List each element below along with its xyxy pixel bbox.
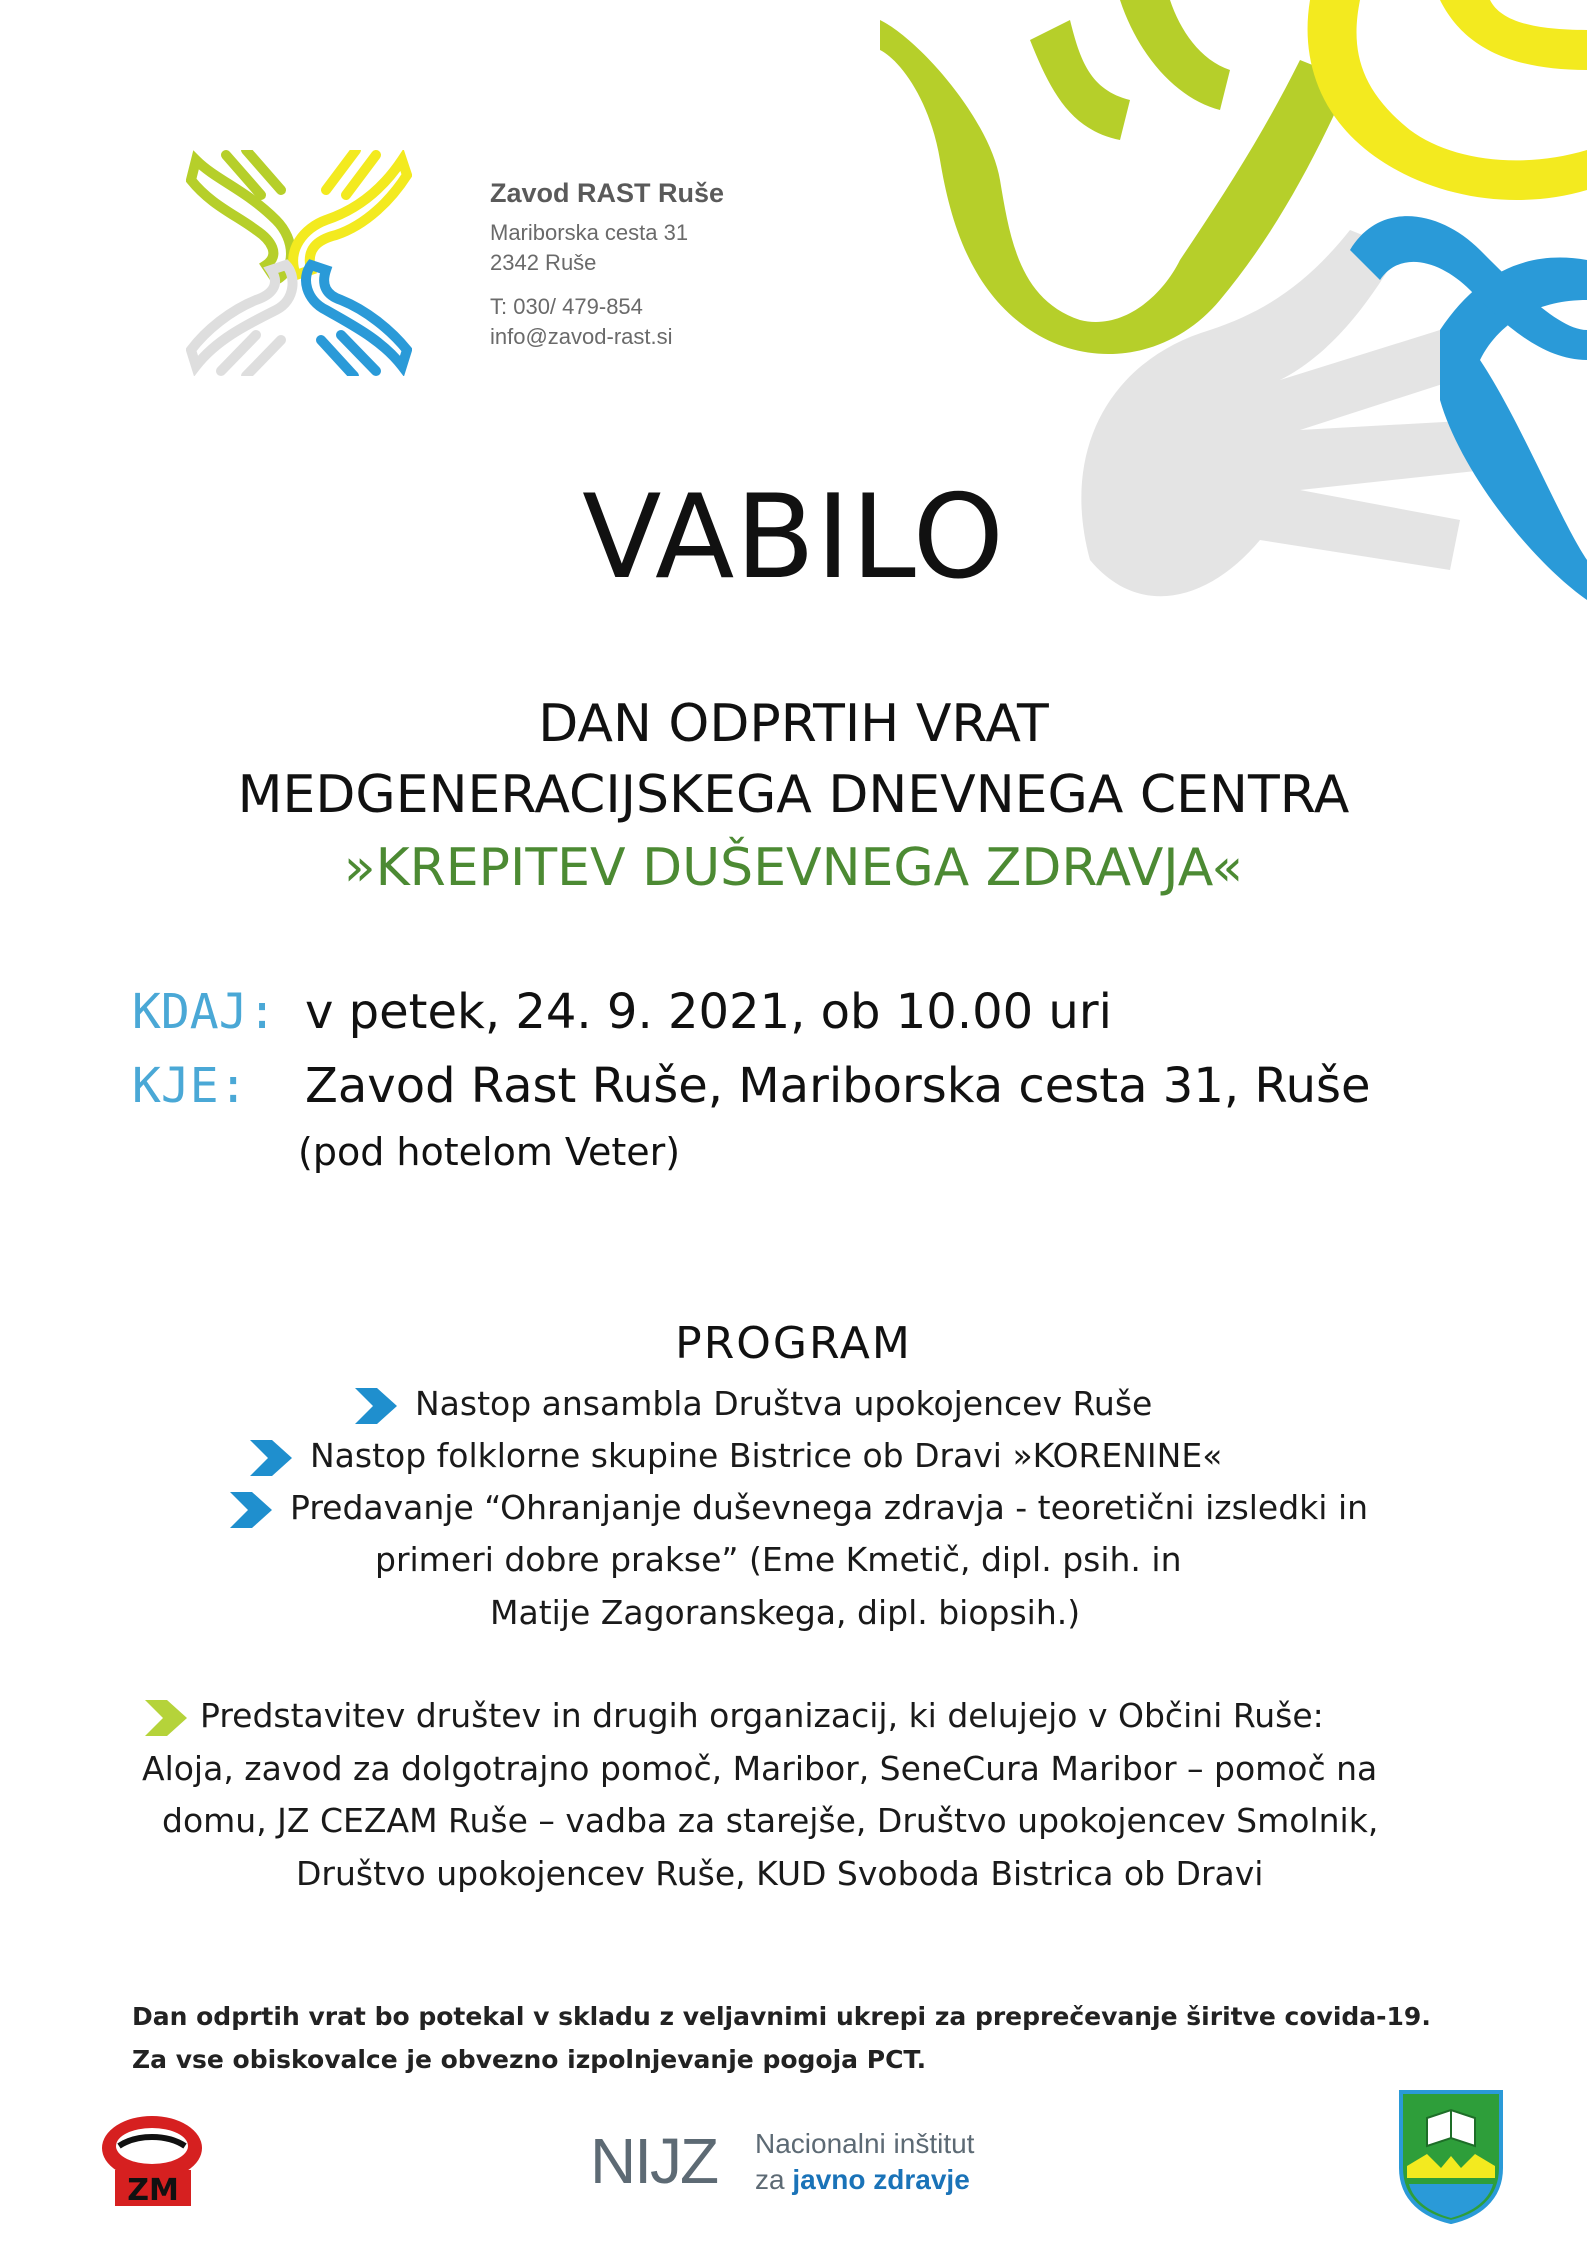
zavod-rast-hands-logo-icon: [186, 150, 412, 376]
organization-city: 2342 Ruše: [490, 250, 597, 275]
organization-email: info@zavod-rast.si: [490, 324, 673, 349]
chevron-right-icon: [250, 1440, 292, 1476]
program-item-2: Nastop folklorne skupine Bistrice ob Dravi »KORENINE«: [310, 1436, 1223, 1475]
footnote-line1: Dan odprtih vrat bo potekal v skladu z veljavnimi ukrepi za preprečevanje širitve covida-19.: [132, 2002, 1431, 2031]
nijz-logo: [590, 2122, 1010, 2202]
nijz-name-line2-prefix: za: [755, 2164, 793, 2195]
municipality-crest-icon: [1397, 2088, 1505, 2224]
organization-street: Mariborska cesta 31: [490, 220, 689, 245]
program-item-3-line1: Predavanje “Ohranjanje duševnega zdravja - teoretični izsledki in: [290, 1488, 1369, 1527]
program-item-3-line3: Matije Zagoranskega, dipl. biopsih.): [490, 1593, 1081, 1632]
when-value: v petek, 24. 9. 2021, ob 10.00 uri: [305, 984, 1112, 1040]
nijz-name-line1: Nacionalni inštitut: [755, 2128, 975, 2159]
page-title: VABILO: [582, 470, 1005, 605]
where-note: (pod hotelom Veter): [298, 1130, 681, 1174]
program-heading: PROGRAM: [675, 1318, 912, 1369]
organization-phone: T: 030/ 479-854: [490, 294, 643, 319]
nijz-abbreviation: NIJZ: [590, 2125, 718, 2197]
program-item-1: Nastop ansambla Društva upokojencev Ruše: [415, 1384, 1153, 1423]
program-item-4-line4: Društvo upokojencev Ruše, KUD Svoboda Bistrica ob Dravi: [296, 1854, 1264, 1893]
when-label: KDAJ:: [132, 984, 277, 1040]
chevron-right-icon: [145, 1700, 187, 1736]
program-item-4-line3: domu, JZ CEZAM Ruše – vadba za starejše, Društvo upokojencev Smolnik,: [162, 1801, 1379, 1840]
organization-name: Zavod RAST Ruše: [490, 178, 725, 208]
zm-logo-text: ZM: [127, 2173, 179, 2208]
event-title-line2: MEDGENERACIJSKEGA DNEVNEGA CENTRA: [237, 765, 1350, 825]
program-item-4-line1: Predstavitev društev in drugih organizacij, ki delujejo v Občini Ruše:: [200, 1696, 1324, 1735]
zm-logo-icon: [97, 2112, 207, 2208]
chevron-right-icon: [355, 1388, 397, 1424]
chevron-right-icon: [230, 1492, 272, 1528]
footnote-line2: Za vse obiskovalce je obvezno izpolnjevanje pogoja PCT.: [132, 2045, 927, 2074]
event-motto: »KREPITEV DUŠEVNEGA ZDRAVJA«: [343, 838, 1244, 898]
nijz-name-line2-emphasis: javno zdravje: [792, 2164, 970, 2195]
where-value: Zavod Rast Ruše, Mariborska cesta 31, Ruše: [305, 1058, 1371, 1114]
event-title-line1: DAN ODPRTIH VRAT: [538, 694, 1049, 754]
program-item-3-line2: primeri dobre prakse” (Eme Kmetič, dipl. psih. in: [375, 1540, 1182, 1579]
program-item-4-line2: Aloja, zavod za dolgotrajno pomoč, Maribor, SeneCura Maribor – pomoč na: [142, 1749, 1378, 1788]
where-label: KJE:: [132, 1058, 248, 1114]
